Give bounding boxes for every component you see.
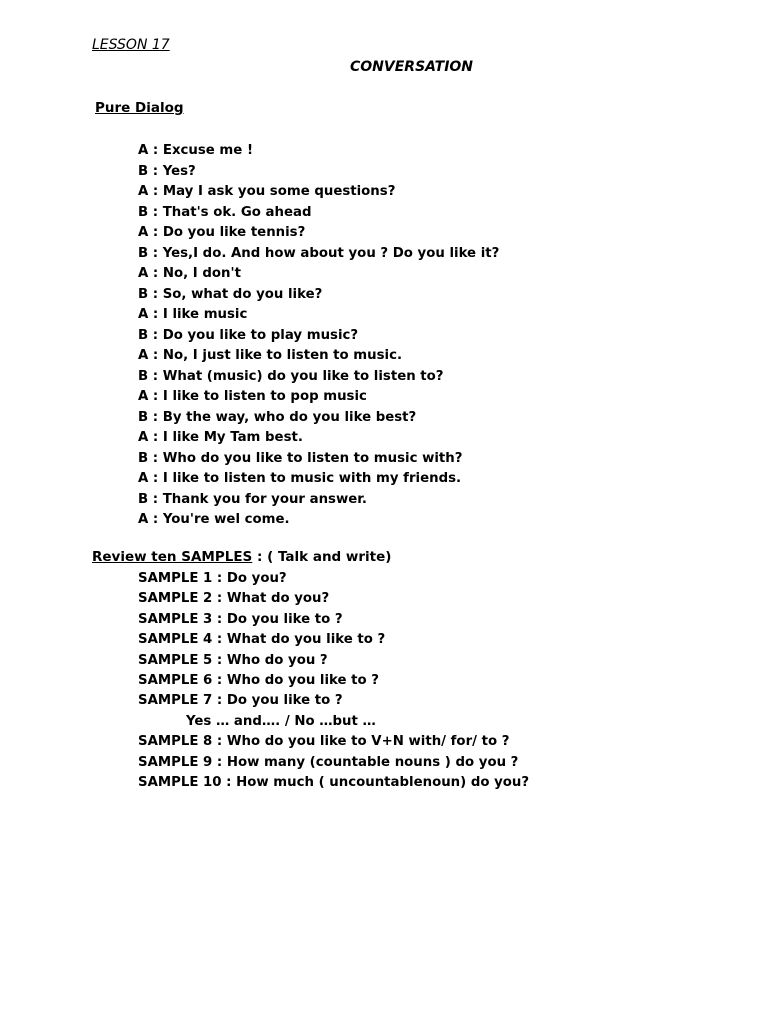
- sample-line: SAMPLE 8 : Who do you like to V+N with/ for/ to ?: [138, 734, 510, 750]
- dialog-line: B : By the way, who do you like best?: [138, 409, 417, 425]
- dialog-line: B : That's ok. Go ahead: [138, 204, 312, 220]
- dialog-line: B : What (music) do you like to listen to?: [138, 368, 444, 384]
- sample-line: SAMPLE 10 : How much ( uncountablenoun) do you?: [138, 774, 530, 790]
- samples-list: [138, 569, 529, 793]
- page-title: CONVERSATION: [350, 59, 474, 75]
- sample-line: SAMPLE 2 : What do you?: [138, 591, 330, 607]
- dialog-line: A : You're wel come.: [138, 512, 290, 527]
- dialog-line: B : Who do you like to listen to music with?: [138, 450, 463, 466]
- dialog-line: A : I like music: [138, 307, 248, 322]
- dialog-line: A : No, I just like to listen to music.: [138, 348, 403, 363]
- dialog-line: A : I like My Tam best.: [138, 430, 303, 445]
- dialog-line: B : Do you like to play music?: [138, 327, 359, 343]
- review-heading-rest: : ( Talk and write): [252, 549, 392, 565]
- dialog-line: A : Do you like tennis?: [138, 225, 306, 240]
- review-heading-underlined: Review ten SAMPLES: [92, 549, 253, 565]
- dialog-line: A : No, I don't: [138, 266, 241, 281]
- sample-line: SAMPLE 7 : Do you like to ?: [138, 693, 343, 709]
- dialog-line: B : Thank you for your answer.: [138, 491, 367, 507]
- dialog-line: A : Excuse me !: [138, 143, 254, 158]
- sample-line: SAMPLE 3 : Do you like to ?: [138, 611, 343, 627]
- sample-line: SAMPLE 6 : Who do you like to ?: [138, 672, 380, 688]
- sample-line: SAMPLE 1 : Do you?: [138, 571, 287, 586]
- dialog-line: A : May I ask you some questions?: [138, 184, 396, 199]
- lesson-label: LESSON 17: [92, 37, 170, 53]
- dialog-line: B : Yes?: [138, 163, 196, 179]
- dialog-heading: Pure Dialog: [95, 100, 184, 116]
- sample-answer-line: Yes … and…. / No …but …: [186, 713, 376, 729]
- sample-line: SAMPLE 9 : How many (countable nouns ) do you ?: [138, 754, 519, 770]
- dialog-line: A : I like to listen to pop music: [138, 389, 367, 404]
- sample-line: SAMPLE 4 : What do you like to ?: [138, 632, 386, 648]
- dialog-line: A : I like to listen to music with my friends.: [138, 471, 462, 486]
- review-heading: [92, 549, 391, 565]
- dialog-line: B : So, what do you like?: [138, 286, 323, 302]
- dialog-line: B : Yes,I do. And how about you ? Do you like it?: [138, 245, 500, 261]
- sample-line: SAMPLE 5 : Who do you ?: [138, 652, 328, 668]
- dialog-list: [138, 141, 499, 531]
